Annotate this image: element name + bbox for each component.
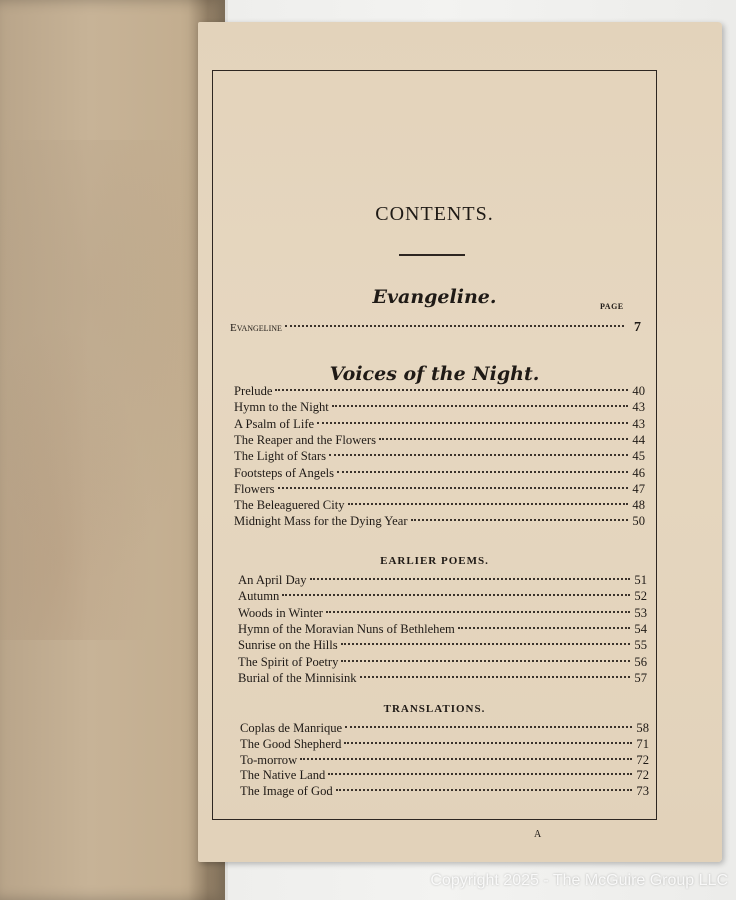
toc-entry-title: Autumn [238,589,280,604]
leader-dots [332,405,628,407]
leader-dots [341,660,630,662]
toc-entry-page-number: 54 [634,621,647,636]
leader-dots [348,503,628,505]
toc-entry [234,399,645,415]
leader-dots [310,578,630,580]
toc-entry-title: The Native Land [240,768,326,783]
toc-entry [234,513,645,529]
toc-entry-page-number: 56 [634,654,647,669]
toc-entry-title: Coplas de Manrique [240,721,343,735]
toc-entry-page-number: 71 [636,736,649,751]
toc-entry-page-number: 72 [636,768,649,783]
toc-entry-page-number: 43 [632,400,645,415]
section-heading-voices-of-the-night: Voices of the Night. [329,363,540,385]
toc-entry [234,432,645,448]
toc-entry-title: To-morrow [240,752,298,767]
toc-entry-title: The Light of Stars [234,449,326,464]
signature-mark: A [534,829,542,840]
toc-entry [240,736,649,752]
section-heading-earlier-poems: EARLIER POEMS. [380,555,489,567]
page-column-label: PAGE [600,302,624,311]
contents-heading: CONTENTS. [375,203,494,225]
toc-entry-page-number: 48 [632,498,645,513]
toc-entry [240,783,649,799]
leader-dots [328,773,632,775]
toc-entry-title: Midnight Mass for the Dying Year [234,514,408,529]
toc-entry [240,767,649,783]
toc-entry-page-number: 55 [634,638,647,653]
toc-entry-page-number: 50 [632,514,645,529]
toc-entry [238,670,647,686]
leader-dots [411,519,628,521]
leader-dots [300,758,632,760]
toc-entry-page-number: 46 [632,465,645,480]
toc-entry-title: The Image of God [240,784,333,799]
toc-entry-page-number: 7 [634,320,641,335]
toc-entry-title: Burial of the Minnisink [238,670,357,685]
toc-entry-page-number: 58 [636,721,649,735]
toc-entry-title: An April Day [238,573,307,587]
leader-dots [379,438,628,440]
toc-entry [238,637,647,653]
toc-entry-page-number: 47 [632,481,645,496]
toc-entry-page-number: 73 [636,784,649,799]
toc-entry-title: Sunrise on the Hills [238,638,338,653]
leader-dots [282,594,630,596]
toc-entry [238,588,647,604]
copyright-watermark: Copyright 2025 - The McGuire Group LLC [430,872,728,889]
leader-dots [345,726,632,728]
leader-dots [278,487,628,489]
toc-entry [240,720,649,736]
toc-entry-title: Woods in Winter [238,605,323,620]
leader-dots [341,643,630,645]
toc-entry [238,605,647,621]
toc-entry [230,320,641,336]
leader-dots [344,742,632,744]
leader-dots [285,325,624,327]
toc-entry-title: Flowers [234,481,275,496]
toc-entry-page-number: 52 [634,589,647,604]
toc-entry-title: The Beleaguered City [234,498,345,513]
leader-dots [360,676,630,678]
toc-entry-page-number: 57 [634,670,647,685]
leader-dots [317,422,628,424]
heading-rule [399,254,465,256]
toc-entry-title: The Spirit of Poetry [238,654,339,669]
toc-entry [234,383,645,399]
toc-entry-page-number: 72 [636,752,649,767]
toc-entry [238,572,647,588]
toc-entry [238,654,647,670]
toc-entry [234,448,645,464]
leader-dots [337,471,628,473]
toc-entry [234,497,645,513]
toc-entry-title: A Psalm of Life [234,416,315,431]
toc-entry [234,465,645,481]
toc-entry-title: Prelude [234,384,273,398]
toc-entry-page-number: 40 [632,384,645,398]
section-heading-translations: TRANSLATIONS. [383,703,486,715]
toc-entry [238,621,647,637]
toc-entry [234,481,645,497]
toc-entry-title: Footsteps of Angels [234,465,335,480]
toc-entry-title: The Reaper and the Flowers [234,432,376,447]
leader-dots [336,789,632,791]
leader-dots [329,454,628,456]
toc-entry [240,752,649,768]
leader-dots [458,627,630,629]
toc-entry-page-number: 45 [632,449,645,464]
toc-entry-title: Hymn of the Moravian Nuns of Bethlehem [238,621,455,636]
toc-entry-title: The Good Shepherd [240,736,342,751]
toc-entry-page-number: 53 [634,605,647,620]
toc-entry-title: Evangeline [230,322,282,334]
leader-dots [326,611,630,613]
toc-entry-page-number: 51 [634,573,647,587]
toc-entry [234,416,645,432]
toc-entry-page-number: 44 [632,432,645,447]
toc-entry-page-number: 43 [632,416,645,431]
section-heading-evangeline: Evangeline. [372,286,497,308]
toc-entry-title: Hymn to the Night [234,400,329,415]
leader-dots [275,389,628,391]
